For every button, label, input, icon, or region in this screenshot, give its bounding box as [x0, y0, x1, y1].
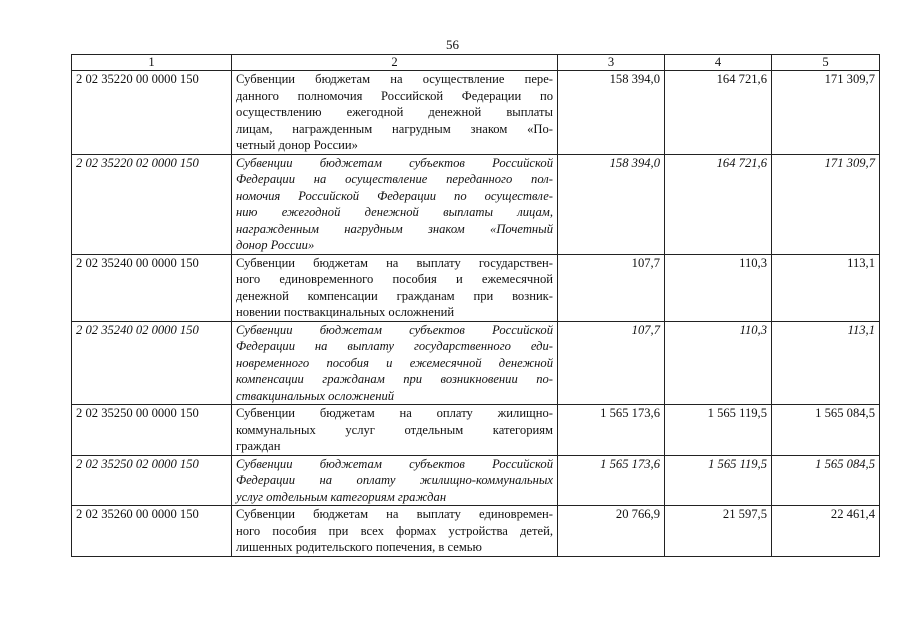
description-line: граждан: [236, 439, 281, 453]
table-row: [72, 405, 880, 456]
description-cell: [232, 71, 558, 155]
amount-col-4-cell: 110,3: [665, 254, 772, 321]
amount-col-5-cell: 1 565 084,5: [772, 405, 880, 456]
amount-col-3-cell: 158 394,0: [558, 71, 665, 155]
description-line: ствакцинальных осложнений: [236, 388, 395, 403]
budget-code-cell: 2 02 35220 02 0000 150: [72, 154, 232, 254]
description-line: Субвенции бюджетам на выплату единовремен-: [236, 507, 553, 521]
column-header-5: 5: [772, 55, 880, 71]
description-line: Субвенции бюджетам на осуществление пере-: [236, 72, 553, 86]
budget-code-cell: 2 02 35250 02 0000 150: [72, 455, 232, 506]
table-header-row: [72, 55, 880, 71]
description-line: ного пособия при всех формах устройства детей,: [236, 523, 553, 538]
description-line: Субвенции бюджетам субъектов Российской: [236, 155, 553, 170]
amount-col-5-cell: 171 309,7: [772, 71, 880, 155]
table-row: [72, 506, 880, 557]
amount-col-4-cell: 164 721,6: [665, 154, 772, 254]
description-cell: [232, 455, 558, 506]
amount-col-4-cell: 1 565 119,5: [665, 405, 772, 456]
description-cell: [232, 405, 558, 456]
amount-col-5-cell: 113,1: [772, 254, 880, 321]
description-line: новении поствакцинальных осложнений: [236, 305, 455, 319]
description-line: Субвенции бюджетам субъектов Российской: [236, 322, 553, 337]
description-line: лишенных родительского попечения, в семью: [236, 540, 482, 554]
budget-code-cell: 2 02 35260 00 0000 150: [72, 506, 232, 557]
amount-col-3-cell: 158 394,0: [558, 154, 665, 254]
description-cell: [232, 321, 558, 405]
table-row: [72, 321, 880, 405]
description-cell: [232, 506, 558, 557]
amount-col-5-cell: 171 309,7: [772, 154, 880, 254]
amount-col-4-cell: 21 597,5: [665, 506, 772, 557]
table-body: [72, 71, 880, 557]
description-line: данного полномочия Российской Федерации по: [236, 88, 553, 103]
table-row: [72, 154, 880, 254]
amount-col-5-cell: 1 565 084,5: [772, 455, 880, 506]
description-line: донор России»: [236, 238, 315, 252]
budget-code-cell: 2 02 35220 00 0000 150: [72, 71, 232, 155]
amount-col-3-cell: 1 565 173,6: [558, 405, 665, 456]
description-line: лицам, награжденным нагрудным знаком «По-: [236, 121, 553, 136]
description-cell: [232, 254, 558, 321]
amount-col-3-cell: 107,7: [558, 254, 665, 321]
description-line: нию ежегодной денежной выплаты лицам,: [236, 205, 553, 219]
description-line: Субвенции бюджетам субъектов Российской: [236, 456, 553, 471]
column-header-4: 4: [665, 55, 772, 71]
description-line: новременного пособия и ежемесячной денежной: [236, 355, 553, 370]
column-header-1: 1: [72, 55, 232, 71]
amount-col-5-cell: 113,1: [772, 321, 880, 405]
description-line: награжденным нагрудным знаком «Почетный: [236, 221, 553, 236]
description-line: Федерации на осуществление переданного пол-: [236, 172, 553, 186]
description-line: осуществлению ежегодной денежной выплаты: [236, 105, 553, 119]
description-line: коммунальных услуг отдельным категориям: [236, 422, 553, 437]
description-line: Федерации на выплату государственного еди-: [236, 339, 553, 353]
description-line: Субвенции бюджетам на выплату государствен-: [236, 255, 553, 270]
description-line: Федерации на оплату жилищно-коммунальных: [236, 473, 553, 487]
amount-col-3-cell: 20 766,9: [558, 506, 665, 557]
description-line: ного единовременного пособия и ежемесячной: [236, 272, 553, 286]
column-header-3: 3: [558, 55, 665, 71]
amount-col-4-cell: 164 721,6: [665, 71, 772, 155]
description-line: компенсации гражданам при возникновении по-: [236, 372, 553, 386]
amount-col-5-cell: 22 461,4: [772, 506, 880, 557]
amount-col-4-cell: 110,3: [665, 321, 772, 405]
amount-col-3-cell: 107,7: [558, 321, 665, 405]
description-cell: [232, 154, 558, 254]
budget-code-cell: 2 02 35250 00 0000 150: [72, 405, 232, 456]
table-row: [72, 71, 880, 155]
column-header-2: 2: [232, 55, 558, 71]
table-row: [72, 254, 880, 321]
amount-col-4-cell: 1 565 119,5: [665, 455, 772, 506]
description-line: денежной компенсации гражданам при возник-: [236, 288, 553, 303]
budget-table: [71, 54, 880, 557]
description-line: четный донор России»: [236, 138, 358, 152]
budget-code-cell: 2 02 35240 00 0000 150: [72, 254, 232, 321]
page-number: 56: [446, 37, 459, 52]
description-line: номочия Российской Федерации по осуществле-: [236, 188, 553, 203]
budget-code-cell: 2 02 35240 02 0000 150: [72, 321, 232, 405]
amount-col-3-cell: 1 565 173,6: [558, 455, 665, 506]
description-line: услуг отдельным категориям граждан: [236, 489, 447, 504]
table-row: [72, 455, 880, 506]
description-line: Субвенции бюджетам на оплату жилищно-: [236, 406, 553, 420]
